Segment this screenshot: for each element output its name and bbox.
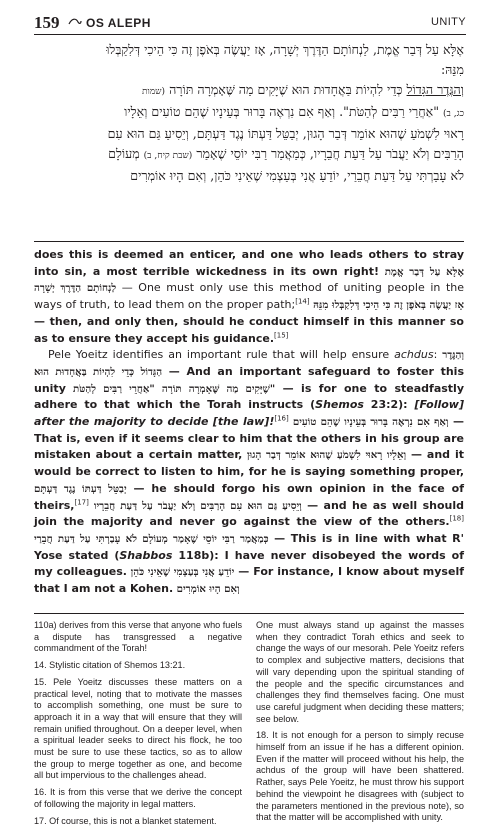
hebrew-line: הָרַבִּים וְלֹא יַעֲבֹר עַל דַּעַת חֲבֵרָיו, כְּמַאֲמַר רַבִּי יוֹסֵי שֶׁאָמַר (שבת קיח, ב) מְעוֹלָם (108, 146, 464, 161)
footnote: One must always stand up against the masses when they contradict Torah ethics and seek to change the ways of our mesorah. Pele Yoeitz refers to complex and subjective matters, decisions that will vary depending upon the spiritual standing of the people and the specific circumstances and challenges they find themselves facing. One must use careful judgment when deciding these matters; see below. (256, 620, 464, 724)
commentary-paragraph: does this is deemed an enticer, and one who leads others to stray into sin, a most terrible wickedness in its own right! אֶלָּא עַל דְּבַר אֱמֶת לַנְחוֹתָם הַדֶּרֶךְ יְשָׁרָה — One must only use this method of uniting people in the ways of truth, to lead them on the proper path;[14] אָז יַעֲשֶׂה בְּאֹפֶן זֶה כִּי הֵיכִי דְּלִקַבְּלוּ מִנֵּהּ — then, and only then, should he conduct himself in this manner so as to ensure they accept his guidance.[15] (34, 248, 465, 345)
section-divider (34, 241, 464, 242)
footnote-column-right (256, 620, 464, 829)
footnote-ref: [14] (295, 297, 310, 306)
source-citation: (שמות (142, 87, 166, 97)
hebrew-quote: מְעוֹלָם לֹא עָבַרְתִּי עַל דַּעַת חֲבֵרַי (34, 532, 168, 545)
hebrew-source-text (34, 40, 464, 186)
footnote-column-left (34, 620, 242, 832)
hebrew-line: אֶלָּא עַל דְּבַר אֱמֶת, לַנְחוֹתָם הַדֶּרֶךְ יְשָׁרָה, אָז יַעֲשֶׂה בְּאֹפֶן זֶה כִּי הֵיכִי דְּלִקַבְּלוּ (106, 42, 464, 57)
hebrew-line: רָאוּי לִשְׁמֹעַ שֶׁהוּא אוֹמֵר דְּבַר הָגוּן, יְבַטֵּל דַּעְתּוֹ נֶגֶד דַּעְתָּם, וְיֵסִיעַ גַּם הוּא עִם (107, 126, 464, 141)
hebrew-quote: כְּמַאֲמַר רַבִּי יוֹסֵי שֶׁאָמַר (173, 532, 269, 545)
footnote: 16. It is from this verse that we derive the concept of following the majority in legal matters. (34, 787, 242, 809)
hebrew-line: כג, ב) "אַחֲרֵי רַבִּים לְהַטֹּת". וְאַף אִם נִרְאֶה בָּרוּר בְּעֵינָיו שֶׁהֵם טוֹעִים וְאֵלָיו (124, 104, 464, 119)
hebrew-quote: וְהַגֶּדֶר הַגָּדוֹל כְּדֵי לִהְיוֹת בַּאֲחָדוּת הוּא (34, 349, 464, 378)
hebrew-quote: וְאַף אִם נִרְאֶה בָּרוּר בְּעֵינָיו שֶׁהֵם טוֹעִים (292, 416, 449, 429)
flourish-icon (68, 17, 82, 27)
footnotes (34, 613, 464, 826)
hebrew-quote: וְאִם הָיוּ אוֹמְרִים (176, 583, 240, 596)
footnote: 110a) derives from this verse that anyone who fuels a dispute has transgressed a negative commandment of the Torah! (34, 620, 242, 654)
footnote-ref: [16] (274, 414, 289, 423)
hebrew-quote: וְאֵלָיו רָאוּי לִשְׁמֹעַ שֶׁהוּא אוֹמֵר דְּבַר הָגוּן (246, 449, 407, 462)
hebrew-heading-phrase: וְהַגֶּדֶר הַגָּדוֹל (406, 82, 464, 97)
footnote-ref: [18] (449, 514, 464, 523)
hebrew-quote: יוֹדֵעַ אֲנִי בְּעַצְמִי שֶׁאֵינִי כֹּהֵן (130, 566, 235, 579)
footnote-ref: [17] (74, 497, 89, 506)
footnote: 17. Of course, this is not a blanket statement. (34, 815, 217, 826)
hebrew-line: וְהַגֶּדֶר הַגָּדוֹל כְּדֵי לִהְיוֹת בַּאֲחָדוּת הוּא שֶׁיָּקִים מַה שֶּׁאָמְרָה תּוֹרָה (שמות (142, 82, 464, 97)
commentary-paragraph: Pele Yoeitz identifies an important rule that will help ensure achdus: וְהַגֶּדֶר הַגָּדוֹל כְּדֵי לִהְיוֹת בַּאֲחָדוּת הוּא — And an important safeguard to foster this unity שֶׁיָּקִים מַה שֶּׁאָמְרָה תּוֹרָה "אַחֲרֵי רַבִּים לְהַטֹּת" — is for one to steadfastly adhere to that which the Torah instructs (Shemos 23:2): [Follow] after the majority to decide [the law]![16] וְאַף אִם נִרְאֶה בָּרוּר בְּעֵינָיו שֶׁהֵם טוֹעִים — That is, even if it seems clear to him that the others in his group are mistaken about a certain matter, וְאֵלָיו רָאוּי לִשְׁמֹעַ שֶׁהוּא אוֹמֵר דְּבַר הָגוּן — and it would be correct to listen to him, for he is saying something proper, יְבַטֵּל דַּעְתּוֹ נֶגֶד דַּעְתָּם — he should forgo his own opinion in the face of theirs,[17] וְיֵסִיעַ גַּם הוּא עִם הָרַבִּים וְלֹא יַעֲבֹר עַל דַּעַת חֲבֵרָיו — and he as well should join the majority and never go against the view of the others.[18] כְּמַאֲמַר רַבִּי יוֹסֵי שֶׁאָמַר מְעוֹלָם לֹא עָבַרְתִּי עַל דַּעַת חֲבֵרַי — This is in line with what R' Yose stated (Shabbos 118b): I have never disobeyed the words of my colleagues. יוֹדֵעַ אֲנִי בְּעַצְמִי שֶׁאֵינִי כֹּהֵן — For instance, I know about myself that I am not a Kohen. וְאִם הָיוּ אוֹמְרִים (34, 348, 465, 596)
hebrew-quote: שֶׁיָּקִים מַה שֶּׁאָמְרָה תּוֹרָה "אַחֲרֵי רַבִּים לְהַטֹּת" (72, 382, 276, 395)
page-header (34, 10, 466, 35)
footnote-ref: [15] (274, 330, 289, 339)
footnote: 18. It is not enough for a person to simply recuse himself from an issue if he has a different opinion. Even if the matter will proceed without his help, the achdus of the group will have been shattered. Rather, says Pele Yoeitz, he must throw his support behind the viewpoint he disagrees with (subject to the parameters mentioned in the previous note), so that the matter will be accomplished with unity. (256, 730, 464, 823)
hebrew-quote: וְיֵסִיעַ גַּם הוּא עִם הָרַבִּים וְלֹא יַעֲבֹר עַל דַּעַת חֲבֵרָיו (93, 499, 302, 512)
source-citation: כג, ב) (443, 109, 464, 119)
book-title: OS ALEPH (86, 16, 151, 30)
hebrew-line: מִנֵּהּ: (440, 62, 464, 77)
footnote: 14. Stylistic citation of Shemos 13:21. (34, 660, 186, 671)
hebrew-line: לֹא עָבַרְתִּי עַל דַּעַת חֲבֵרַי, יוֹדֵעַ אֲנִי בְּעַצְמִי שֶׁאֵינִי כֹּהֵן, וְאִם הָיוּ אוֹמְרִים (130, 168, 464, 183)
footnote: 15. Pele Yoeitz discusses these matters on a practical level, noting that to motivate the masses to accomplish something, one must be sure to approach it in a way that will ensure that they will remain unified throughout. On a deeper level, when a spiritual leader seeks to direct his flock, he too must be sure to use these tactics, so as to allow the group to merge together as one, and become all but impervious to the challenges ahead. (34, 676, 242, 781)
section-title: UNITY (431, 16, 466, 28)
page-number: 159 (34, 13, 60, 32)
hebrew-quote: אֶלָּא עַל דְּבַר אֱמֶת לַנְחוֹתָם הַדֶּרֶךְ יְשָׁרָה (34, 265, 464, 295)
hebrew-quote: אָז יַעֲשֶׂה בְּאֹפֶן זֶה כִּי הֵיכִי דְּלִקַבְּלוּ מִנֵּהּ (313, 299, 465, 312)
hebrew-quote: יְבַטֵּל דַּעְתּוֹ נֶגֶד דַּעְתָּם (34, 482, 127, 495)
source-citation: (שבת קיח, ב) (143, 151, 193, 161)
english-commentary (34, 247, 464, 598)
